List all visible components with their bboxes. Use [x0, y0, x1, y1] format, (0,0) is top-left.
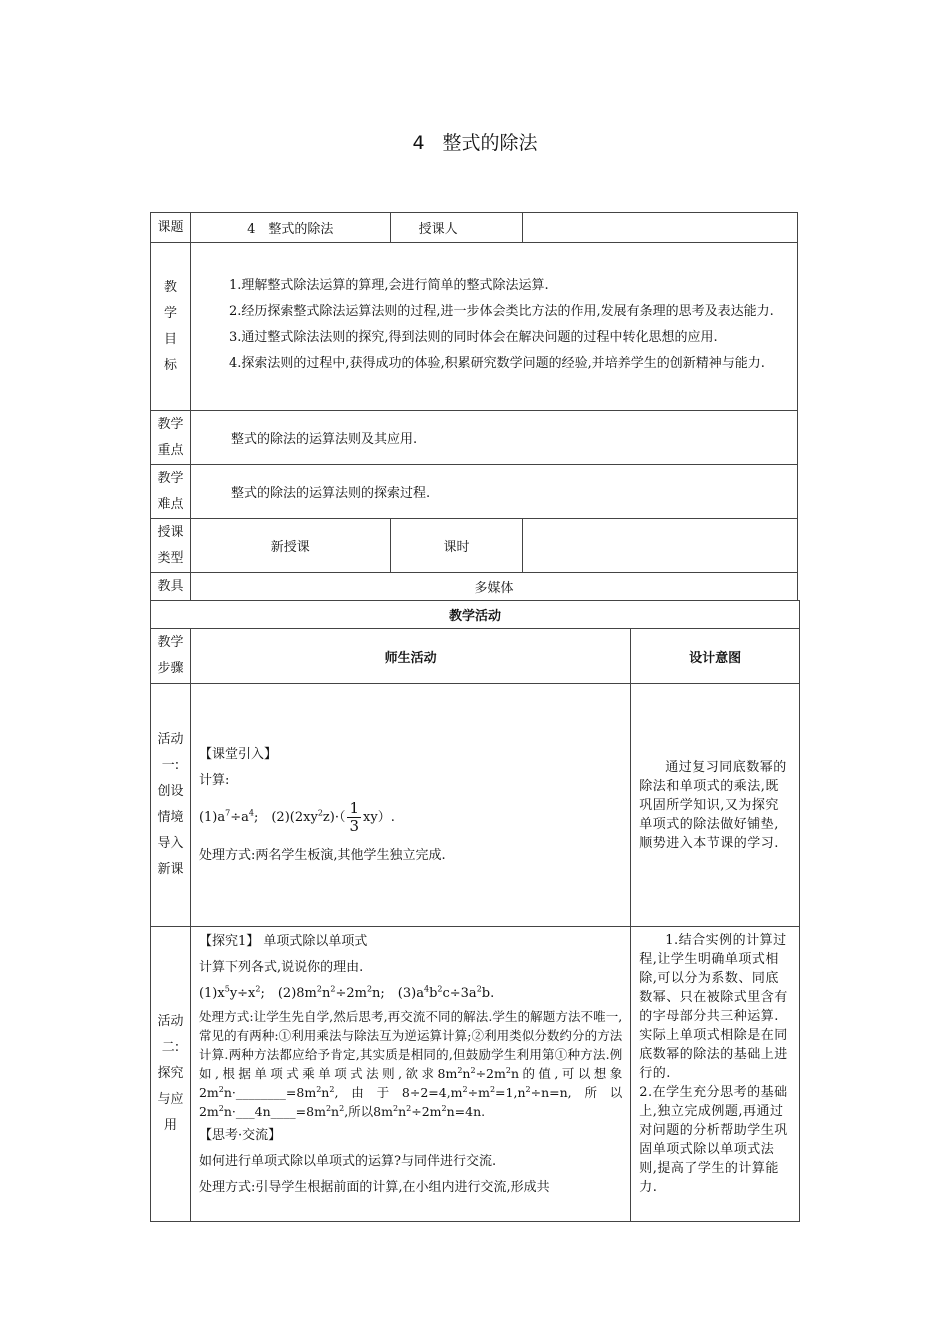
key-label: 教学重点 [151, 411, 191, 465]
step-label: 教学步骤 [151, 629, 191, 684]
act1-heading: 【课堂引入】 [198, 746, 277, 762]
goals-list [190, 243, 797, 411]
difficulty-value: 整式的除法的运算法则的探索过程. [190, 465, 797, 519]
difficulty-label: 教学难点 [151, 465, 191, 519]
act2-think-method: 处理方式:引导学生根据前面的计算,在小组内进行交流,形成共 [198, 1180, 550, 1195]
act2-prompt: 计算下列各式,说说你的理由. [198, 960, 364, 975]
act2-formula: $(1)x^5y\div x^2$; $(2)8m^2n^2\div 2m^2n$; $(3)a^4b^2c\div 3a^2b$. [198, 984, 495, 1001]
type-value: 新授课 [190, 519, 390, 573]
topic-label: 课题 [151, 213, 191, 243]
act1-method: 处理方式:两名学生板演,其他学生独立完成. [198, 847, 446, 863]
act2-heading: 【探究1】 单项式除以单项式 [198, 934, 368, 949]
act1-label: 活动一:创设情境导入新课 [151, 684, 191, 927]
act1-content [190, 684, 630, 927]
tools-label: 教具 [151, 573, 191, 601]
teacher-value [523, 213, 798, 243]
act1-formula-prefix: $(1)a^7\div a^4$; $(2)(2xy^2z)\cdot$（ [198, 808, 346, 825]
key-value: 整式的除法的运算法则及其应用. [190, 411, 797, 465]
goal-item: 3.通过整式除法法则的探究,得到法则的同时体会在解决问题的过程中转化思想的应用. [228, 329, 718, 345]
goal-item: 4.探索法则的过程中,获得成功的体验,积累研究数学问题的经验,并培养学生的创新精神与能力. [228, 355, 765, 371]
act2-think-heading: 【思考·交流】 [198, 1128, 282, 1143]
teacher-label: 授课人 [390, 213, 523, 243]
act2-design [631, 927, 800, 1222]
topic-value: 4 整式的除法 [190, 213, 390, 243]
act1-fraction: $\frac{1}{3}$ [349, 798, 360, 835]
act2-design-1: 1.结合实例的计算过程,让学生明确单项式相除,可以分为系数、同底数幂、只在被除式里含有的字母部分共三种运算.实际上单项式相除是在同底数幂的除法的基础上进行的. [639, 933, 788, 1081]
period-label: 课时 [390, 519, 523, 573]
goal-item: 1.理解整式除法运算的算理,会进行简单的整式除法运算. [228, 277, 549, 293]
tools-value: 多媒体 [190, 573, 797, 601]
activities-table [150, 600, 800, 1222]
design-label: 设计意图 [631, 629, 800, 684]
act1-design: 通过复习同底数幂的除法和单项式的乘法,既巩固所学知识,又为探究单项式的除法做好铺垫,顺势进入本节课的学习. [631, 684, 800, 927]
goals-label: 教学目标 [151, 243, 191, 411]
period-value [523, 519, 798, 573]
act1-formula: $(1)a^7\div a^4$; $(2)(2xy^2z)\cdot$（ $\frac{1}{3}$ xy）. [198, 798, 395, 835]
act1-prompt: 计算: [198, 772, 230, 788]
goal-item: 2.经历探索整式除法运算法则的过程,进一步体会类比方法的作用,发展有条理的思考及表达能力. [228, 303, 774, 319]
type-label: 授课类型 [151, 519, 191, 573]
act2-think-prompt: 如何进行单项式除以单项式的运算?与同伴进行交流. [198, 1154, 497, 1169]
teacher-student-label: 师生活动 [190, 629, 630, 684]
lesson-info-table [150, 212, 798, 601]
act2-method: 处理方式:让学生先自学,然后思考,再交流不同的解法.学生的解题方法不唯一,常见的有两种:①利用乘法与除法互为逆运算计算;②利用类似分数约分的方法计算.两种方法都应给予肯定,其实质是相同的,但鼓励学生利用第①种方法.例如,根据单项式乘单项式法则,欲求$8m^2n^2\div 2m^2n$的值,可以想象$2m^2n\cdot\_\_\_\_\_\_\_\_=8m^2n^2$,由于$8\div 2=4,m^2\div m^2=1,n^2\div n=n$,所以$2m^2n\cdot\_\_\_4n\_\_\_\_=8m^2n^2$,所以$8m^2n^2\div 2m^2n=4n$. [198, 1009, 623, 1119]
act2-label: 活动二:探究与应用 [151, 927, 191, 1222]
activities-header: 教学活动 [151, 601, 800, 629]
act2-design-2: 2.在学生充分思考的基础上,独立完成例题,再通过对问题的分析帮助学生巩固单项式除以单项式法则,提高了学生的计算能力. [639, 1085, 788, 1195]
act2-content [190, 927, 630, 1222]
page-title: 4 整式的除法 [412, 132, 538, 154]
